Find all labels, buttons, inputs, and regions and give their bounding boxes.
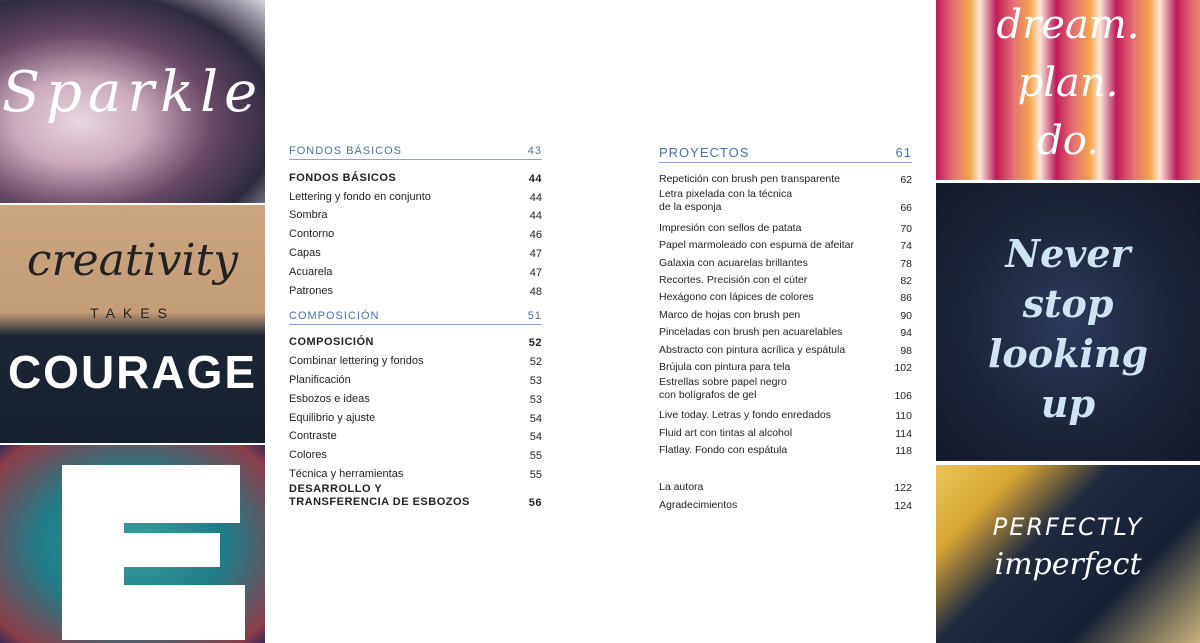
entry-page: 62	[900, 174, 912, 187]
toc-left	[289, 145, 542, 512]
courage-lettering: COURAGE	[7, 346, 258, 398]
toc-entry[interactable]	[659, 339, 912, 356]
entry-page: 44	[528, 172, 542, 185]
entry-label: Hexágono con lápices de colores	[659, 291, 814, 304]
entry-page: 70	[900, 222, 912, 235]
section-page: 51	[527, 309, 542, 322]
entry-label: Patrones	[289, 284, 334, 297]
dream-plan-do-artwork	[936, 0, 1200, 180]
entry-page: 82	[900, 274, 912, 287]
toc-entry[interactable]	[289, 349, 542, 368]
toc-entry[interactable]	[659, 270, 912, 287]
entry-page: 53	[529, 393, 542, 406]
entry-label: Técnica y herramientas	[289, 467, 404, 480]
entry-page: 54	[529, 412, 542, 425]
letter-e-shape	[0, 445, 265, 643]
toc-entry[interactable]	[659, 357, 912, 374]
entry-label: Recortes. Precisión con el cúter	[659, 273, 808, 286]
entry-page: 98	[900, 344, 912, 357]
toc-entry[interactable]	[289, 166, 542, 185]
section-title: COMPOSICIÓN	[289, 309, 380, 322]
toc-entry[interactable]	[659, 235, 912, 252]
entry-page: 47	[529, 247, 542, 260]
section-heading[interactable]	[289, 310, 542, 325]
entry-page: 56	[528, 496, 542, 509]
entry-label: FONDOS BÁSICOS	[289, 171, 397, 184]
entry-page: 110	[895, 410, 912, 423]
perfectly-lettering: PERFECTLY	[992, 513, 1144, 541]
section-title: FONDOS BÁSICOS	[289, 145, 403, 157]
entry-label: Capas	[289, 246, 321, 259]
entry-page: 106	[894, 389, 912, 402]
entry-label: Repetición con brush pen transparente	[659, 173, 840, 186]
toc-entry[interactable]	[659, 188, 912, 214]
entry-page: 66	[900, 202, 912, 215]
entry-page: 53	[529, 374, 542, 387]
up-lettering: up	[1040, 381, 1096, 426]
toc-entry[interactable]	[289, 185, 542, 204]
entry-page: 55	[529, 468, 542, 481]
looking-lettering: looking	[987, 331, 1149, 376]
toc-entry[interactable]	[659, 405, 912, 422]
entry-label: La autora	[659, 481, 704, 494]
toc-section-composicion	[289, 310, 542, 509]
entry-label: Flatlay. Fondo con espátula	[659, 444, 788, 457]
section-heading[interactable]	[289, 145, 542, 160]
toc-entry[interactable]	[289, 462, 542, 481]
entry-page: 74	[900, 240, 912, 253]
entry-page: 55	[529, 450, 542, 463]
entry-page: 44	[529, 210, 542, 223]
toc-entry[interactable]	[289, 425, 542, 444]
toc-entry[interactable]	[659, 287, 912, 304]
entry-page: 86	[900, 292, 912, 305]
toc-entry[interactable]	[289, 483, 542, 509]
toc-entry[interactable]	[659, 217, 912, 234]
entry-label: Agradecimientos	[659, 498, 738, 511]
entry-label: Esbozos e ideas	[289, 392, 370, 405]
toc-entry[interactable]	[289, 279, 542, 298]
toc-entry[interactable]	[659, 494, 912, 511]
toc-entry[interactable]	[659, 169, 912, 186]
entry-page: 102	[894, 361, 912, 374]
entry-page: 52	[529, 356, 542, 369]
entry-page: 52	[528, 337, 542, 350]
toc-entry[interactable]	[289, 204, 542, 223]
entry-page: 122	[894, 482, 912, 495]
entry-label: Brújula con pintura para tela	[659, 360, 791, 373]
toc-entry[interactable]	[659, 252, 912, 269]
entry-page: 124	[894, 499, 912, 512]
entry-label: Letra pixelada con la técnica de la esponja	[659, 188, 793, 214]
entry-page: 94	[900, 327, 912, 340]
toc-entry[interactable]	[659, 422, 912, 439]
entry-page: 90	[900, 309, 912, 322]
extra-list	[659, 477, 912, 512]
entry-label: Contraste	[289, 430, 337, 443]
entry-label: Estrellas sobre papel negro con bolígrafos de gel	[659, 375, 787, 401]
section-heading[interactable]	[659, 145, 912, 163]
entry-page: 118	[895, 445, 912, 458]
entry-page: 46	[529, 229, 542, 242]
entry-label: Pinceladas con brush pen acuarelables	[659, 326, 843, 339]
toc-entry[interactable]	[289, 443, 542, 462]
entry-label: Abstracto con pintura acrílica y espátula	[659, 343, 846, 356]
toc-entry[interactable]	[289, 260, 542, 279]
sparkle-lettering: Sparkle	[1, 60, 264, 125]
entry-page: 78	[900, 257, 912, 270]
do-lettering: do.	[1037, 118, 1099, 164]
toc-entry[interactable]	[659, 376, 912, 402]
entry-label: DESARROLLO Y TRANSFERENCIA DE ESBOZOS	[289, 482, 470, 508]
imperfect-lettering: imperfect	[994, 547, 1142, 582]
entry-label: COMPOSICIÓN	[289, 336, 374, 349]
sparkle-artwork	[0, 0, 265, 203]
entry-label: Equilibrio y ajuste	[289, 411, 376, 424]
entry-label: Impresión con sellos de patata	[659, 221, 802, 234]
toc-entry[interactable]	[289, 222, 542, 241]
entry-page: 48	[529, 285, 542, 298]
dream-lettering: dream.	[996, 2, 1140, 48]
entry-label: Combinar lettering y fondos	[289, 355, 424, 368]
stop-lettering: stop	[1022, 281, 1114, 326]
never-stop-looking-up-artwork	[936, 183, 1200, 461]
never-lettering: Never	[1005, 231, 1131, 276]
entry-label: Planificación	[289, 373, 351, 386]
toc-right	[659, 145, 912, 512]
toc-entry[interactable]	[289, 368, 542, 387]
section-page: 61	[895, 145, 912, 160]
plan-lettering: plan.	[1017, 60, 1119, 106]
entry-label: Contorno	[289, 228, 335, 241]
entry-label: Live today. Letras y fondo enredados	[659, 409, 832, 422]
creativity-lettering: creativity	[26, 235, 239, 286]
toc-entry[interactable]	[289, 331, 542, 350]
entry-label: Papel marmoleado con espuma de afeitar	[659, 239, 854, 252]
entry-label: Marco de hojas con brush pen	[659, 308, 801, 321]
section-page: 43	[527, 145, 542, 157]
entry-page: 44	[529, 191, 542, 204]
toc-section-fondos	[289, 145, 542, 298]
entry-label: Fluid art con tintas al alcohol	[659, 426, 793, 439]
toc-entry[interactable]	[289, 406, 542, 425]
toc-entry[interactable]	[659, 304, 912, 321]
perfectly-imperfect-artwork	[936, 465, 1200, 643]
entry-label: Colores	[289, 449, 327, 462]
toc-entry[interactable]	[289, 241, 542, 260]
entry-label: Sombra	[289, 209, 328, 222]
entry-label: Lettering y fondo en conjunto	[289, 190, 431, 203]
letter-e-artwork	[0, 445, 265, 643]
takes-lettering: TAKES	[90, 305, 175, 321]
section-title: PROYECTOS	[659, 145, 750, 160]
toc-entry[interactable]	[289, 387, 542, 406]
entry-label: Galaxia con acuarelas brillantes	[659, 256, 808, 269]
toc-entry[interactable]	[659, 322, 912, 339]
toc-entry[interactable]	[659, 477, 912, 494]
entry-label: Acuarela	[289, 265, 333, 278]
toc-entry[interactable]	[659, 440, 912, 457]
entry-page: 114	[895, 427, 912, 440]
creativity-artwork	[0, 205, 265, 443]
entry-page: 54	[529, 431, 542, 444]
entry-page: 47	[529, 266, 542, 279]
projects-list	[659, 169, 912, 457]
